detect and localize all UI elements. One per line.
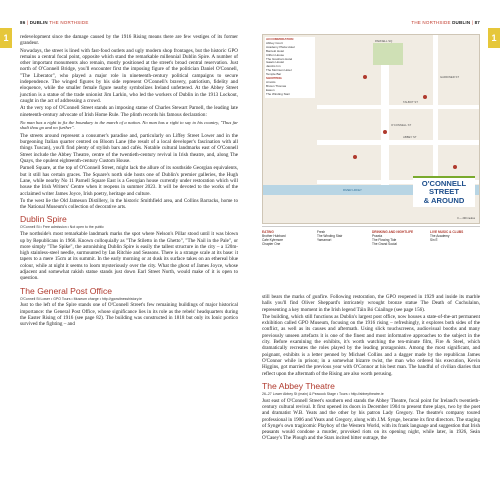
section-right: DUBLIN	[452, 20, 471, 25]
road-gardiner-st	[433, 35, 438, 185]
abbey-info: 26–27 Lower Abbey St (main) & Peacock Stage • Tours • http://abbeytheatre.ie	[262, 391, 384, 396]
map-label: O'CONNELL ST	[391, 123, 412, 127]
legend-item: Temple Bar	[266, 72, 282, 77]
key-item: Yamamori	[317, 238, 332, 243]
key-item: Cafe Kylemore	[262, 238, 284, 243]
legend-item: Brown Thomas	[266, 83, 287, 88]
key-item: The Grand Social	[372, 242, 397, 247]
legend-item: Jacobs Inn	[266, 64, 281, 69]
map-label: PARNELL SQ	[375, 39, 393, 43]
oconnell-street-map	[262, 34, 480, 224]
paragraph: Just east of O'Connell Street's southern end stands the Abbey Theatre, focal point for Ireland's twentieth-century cultural revival. It first opened its doors in December 1904 to present three plays, two by the poet and dramatist W.B. Yeats and the other by his patron Lady Gregory. The theatre's company toured professional in 1906 and Yeats and Gregory, along with J.M. Synge, became its first directors. The staging of Synge's own tragicomic Playboy of the Western World, with its frank language and suggestion that Irish peasants would condone a murder, provoked riots on its opening night, while later, in 1926, Seán O'Casey's The Plough and the Stars incited bitter outrage, the	[262, 397, 480, 442]
heading-gpo: The General Post Office	[20, 285, 113, 296]
map-label: GARDINER ST	[440, 75, 460, 79]
key-item: Pravda	[372, 234, 383, 239]
map-key	[262, 226, 480, 284]
chapter-tab-left: 1	[0, 28, 12, 48]
garden-of-remembrance	[373, 43, 403, 65]
key-item: The Academy	[430, 234, 450, 239]
map-legend	[265, 37, 315, 98]
key-item: Fresh	[317, 230, 326, 234]
running-header-left: 86 | DUBLIN THE NORTHSIDE	[20, 20, 89, 25]
legend-item: The Gresham Hotel	[266, 56, 293, 61]
banner-line: & AROUND	[423, 195, 465, 205]
map-poi	[383, 130, 387, 134]
key-item: Chapter One	[262, 242, 281, 247]
map-label: ABBEY ST	[403, 135, 417, 139]
paragraph: The northside's most remarkable landmark marks the spot where Nelson's Pillar stood until it was blown up by Republicans in 1966. Known colloquially as "The Stiletto in the Ghetto", "The Nail in the Pale", or more simply "The Spike", the astonishing Dublin Spire is easily the tallest structure in the city – a 120m-high stainless-steel needle, surmounted by Ian Ritchie and Seasons. There is a strange scale at its base: it tapers to a mere 15cm at its summit. In the early morning or at dusk its surface takes on an ethereal blue colour, while at night it seems to loom mysteriously over the city. What the ghost of James Joyce, whose adjacent and somewhat rakish statue stands just down Earl Street North, would make of it is open to question.	[20, 231, 238, 282]
page-number-left: 86	[20, 20, 26, 25]
paragraph: Just to the left of the Spire stands one of O'Connell Street's few remaining buildings of major historical importance: the General Post Office, whose significance lies in its role as the rebels' headquarters during the Easter Rising of 1916 (see page 82). The building was constructed in 1818 but only its Ionic portico survived the fighting – and	[20, 302, 238, 328]
key-item: The Flowing Tide	[372, 238, 397, 243]
paragraph: Nowadays, the street is lined with fast-food outlets and ugly modern shop frontages, but the historic GPO remains a central focal point, opposite which stand the remarkable millennial Dublin Spire. A number of other important monuments also remain, mostly positioned at the street's broad central reservation. Just north of O'Connell Bridge, you'll encounter first the imposing figure of the politician Daniel O'Connell, "The Liberator", who played a major role in nineteenth-century political campaigns to secure independence. The winged figures by his side represent O'Connell's bravery, patriotism, fidelity and eloquence, while the smaller female figure nearby symbolizes Ireland unfettered. At the Abbey Street junction is a statue of the trade unionist Jim Larkin, who led the workers of Dublin in the 1913 Lockout, caught in the act of addressing a crowd.	[20, 47, 238, 104]
subsection-left: THE NORTHSIDE	[49, 20, 89, 25]
key-music	[430, 230, 463, 242]
chapter-tab-right: 1	[488, 28, 500, 48]
paragraph: Parnell Square, at the top of O'Connell Street, might lack the allure of its southside Georgian equivalents, but it still has certain graces. The Square's north side hosts one of Dublin's premier galleries, the Hugh Lane, while nearby No 11 Parnell Square East is a Georgian house currently under restoration which will house the Irish Writers' Centre when it reopens in summer 2023. It will be devoted to the works of the acclaimed writer James Joyce, Irish poetry, heritage and culture.	[20, 165, 238, 197]
map-label: TALBOT ST	[403, 100, 418, 104]
heading-dublin-spire: Dublin Spire	[20, 214, 67, 225]
map-poi	[453, 165, 457, 169]
key-heading: LIVE MUSIC & CLUBS	[430, 230, 464, 234]
legend-item: The Winding Stair	[266, 91, 290, 96]
road-oconnell-st	[381, 65, 389, 185]
paragraph: At the very top of O'Connell Street stands an imposing statue of Charles Stewart Parnell, the leading late nineteenth-century advocate of Irish Home Rule. The plinth records his famous declaration:	[20, 105, 238, 118]
map-poi	[363, 75, 367, 79]
paragraph: To the west lie the Old Jameson Distillery, in the historic Smithfield area, and Collins Barracks, home to the National Museum's collection of decorative arts.	[20, 197, 238, 211]
legend-item: The Morrison Hotel	[266, 68, 292, 73]
road-abbey-st	[317, 140, 480, 145]
map-scale: 0 — 200 metres	[457, 217, 475, 220]
map-label: RIVER LIFFEY	[343, 188, 362, 192]
page-number-right: 87	[474, 20, 480, 25]
gpo-info: O'Connell St Lower • GPO Tours • Museum charge • http://gpowitnesshistory.ie	[20, 296, 142, 301]
map-title-banner	[413, 176, 475, 208]
left-column	[20, 34, 238, 329]
paragraph: The building, which still functions as Dublin's largest post office, now houses a state-of-the-art permanent exhibition called GPO Museum, focusing on the 1916 rising – refreshingly, it explores both sides of the conflict, as well as its causes and aftermath. Using slick touchscreens, audiovisual booths and many previously unseen artefacts it is one of the finest and most informative approaches to the subject in the city. Before examining the exhibits, it's worth watching the ten-minute film, Fire & Steel, which dramatically recreates the roles played by the leading protagonists. Among the most significant, and poignant, exhibits is a letter penned by Michael Collins and a dagger made by the republican James O'Connor while in prison; in a somewhat bizarre twist, the man who ordered his execution, Kevin Higgins, got married the previous year with O'Connor at his best man. The handful of civilian diaries that reflect upon the aftermath of the Rising are also worth perusing.	[262, 313, 480, 377]
key-heading: DRINKING AND NIGHTLIFE	[372, 230, 414, 234]
right-column	[262, 294, 480, 443]
map-poi	[353, 155, 357, 159]
heading-abbey-theatre: The Abbey Theatre	[262, 380, 335, 391]
road-talbot-st	[317, 105, 480, 109]
legend-item: Abbey Court	[266, 40, 283, 45]
key-item: Sin É	[430, 238, 438, 243]
map-poi	[423, 95, 427, 99]
key-eating	[262, 230, 286, 246]
running-header-right: THE NORTHSIDE DUBLIN | 87	[411, 20, 480, 25]
section-left: DUBLIN	[29, 20, 48, 25]
paragraph: still bears the marks of gunfire. Following restoration, the GPO reopened in 1929 and inside its marble halls you'll find Oliver Sheppard's intricately wrought bronze statue The Death of Cuchulainn, representing a key moment in the Irish legend Táin Bó Cúailnge (see page 156).	[262, 294, 480, 313]
legend-item: Barceló Hotel	[266, 48, 285, 53]
parnell-quote: No man has a right to fix the boundary to the march of a nation. No man has a right to say to his country, "Thus far shalt thou go and no further".	[20, 119, 238, 131]
key-eating-2	[317, 230, 342, 242]
key-heading: EATING	[262, 230, 274, 234]
key-drinking	[372, 230, 413, 246]
paragraph: The streets around represent a consumer's paradise and, particularly on Liffey Street Lower and in the burgeoning Italian quarter centred on Bloom Lane (the result of a local developer's fascination with all things Tuscan), you'll find plenty of stylish bars and cafés. Notable cultural landmarks east of O'Connell Street include the Abbey Theatre, centre of the twentieth-century revival in Irish theatre, and, along The Quays, the opulent eighteenth-century Custom House.	[20, 132, 238, 165]
subsection-right: THE NORTHSIDE	[411, 20, 451, 25]
legend-item: Academy Plaza Hotel	[266, 44, 295, 49]
banner-line: O'CONNELL STREET	[421, 178, 467, 196]
legend-heading: ACCOMMODATION	[266, 37, 294, 41]
paragraph: redevelopment since the damage caused by the 1916 Rising means there are few vestiges of its former grandeur.	[20, 34, 238, 47]
legend-heading: SHOPPING	[266, 76, 282, 81]
legend-item: Isaacs Hostel	[266, 60, 285, 65]
legend-item: Clifton House	[266, 52, 285, 57]
legend-item: Eason	[266, 87, 275, 92]
legend-item: Arnotts	[266, 79, 276, 84]
key-item: The Winding Stair	[317, 234, 343, 239]
key-item: Brother Hubbard	[262, 234, 286, 239]
spire-info: O'Connell St • Free admission • Not open to the public	[20, 225, 104, 230]
